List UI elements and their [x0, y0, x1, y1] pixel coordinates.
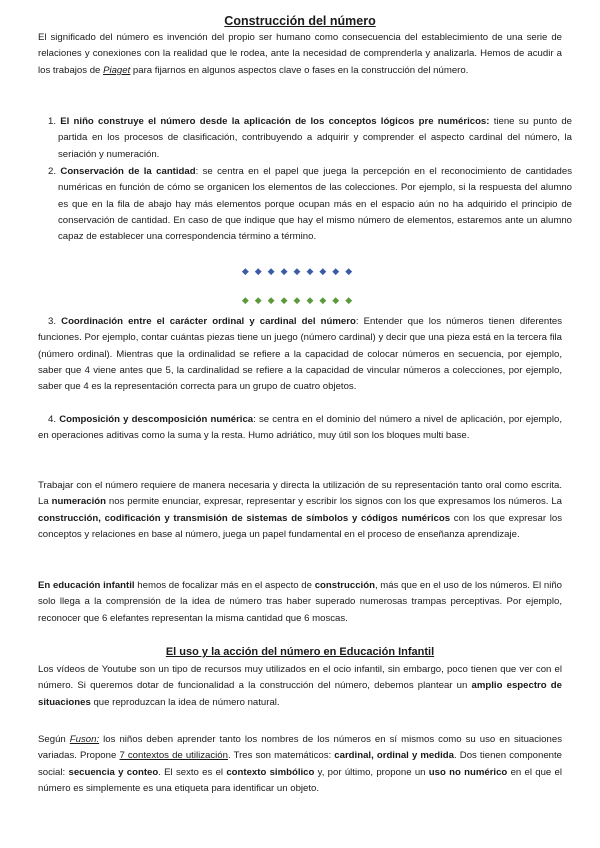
list-item-text: tiene su punto de partida en los procesos de clasificación, contribuyendo a adquirir y comprender el aspecto cardinal del número, la seriación y numeración. [58, 116, 572, 160]
list-item-heading: Composición y descomposición numérica [59, 414, 254, 425]
piaget-link: Piaget [103, 64, 131, 76]
list-item-text: : se centra en el papel que juega la percepción en el reconocimiento de cantidades numéricas en función de cómo se organicen los elementos de las colecciones. Por ejemplo, si la respuesta del alumno es que en la fila de abajo hay más elementos porque ocupan más en el espacio aún no ha adquirido el principio de conservación de cantidad. En caso de que indique que hay el mismo número de elementos, estaremos ante un alumno capaz de establecer una correspondencia término a término. [58, 166, 572, 243]
bold-amplio-espectro: amplio espectro de situaciones [38, 680, 563, 708]
list-item-heading: El niño construye el número desde la aplicación de los conceptos lógicos pre numéricos: [60, 116, 490, 127]
paragraph-fuson: Según Fuson: los niños deben aprender tanto los nombres de los números en sí mismos como su uso en situaciones variadas. Propone 7 contextos de utilización. Tres son matemáticos: cardinal, ordinal y medida. Dos tienen componente social: secuencia y conteo. El sexto es el contexto simbólico y, por último, propone un uso no numérico en el que el número es simplemente es una etiqueta para identificar un objeto. [38, 734, 563, 794]
list-number: 2. [48, 166, 57, 177]
bold-educacion-infantil: En educación infantil [38, 580, 135, 591]
page-title: Construcción del número [224, 14, 376, 28]
list-item-2 [48, 164, 572, 245]
decorative-diamonds-blue: ◆◆◆◆◆◆◆◆◆ [241, 266, 359, 276]
fuson-link: Fuson: [69, 734, 100, 745]
decorative-diamonds-green: ◆◆◆◆◆◆◆◆◆ [241, 295, 359, 305]
paragraph-videos: Los vídeos de Youtube son un tipo de recursos muy utilizados en el ocio infantil, sin embargo, poco tienen que ver con el número. Si queremos dotar de funcionalidad a la construcción del número, debemos plantear un amplio espectro de situaciones que reproduzcan la idea de número natural. [38, 664, 563, 708]
list-item-1 [48, 114, 572, 163]
list-number: 4. [48, 414, 57, 425]
bold-construccion: construcción [314, 580, 375, 591]
list-item-4 [38, 412, 562, 445]
list-item-heading: Coordinación entre el carácter ordinal y cardinal del número [61, 316, 356, 327]
list-item-text: : se centra en el dominio del número a nivel de aplicación, por ejemplo, en operaciones aditivas como la suma y la resta. Humo adriático, muy útil son los bloques multi base. [38, 414, 562, 442]
list-number: 3. [48, 316, 57, 327]
list-item-text: : Entender que los números tienen diferentes funciones. Por ejemplo, contar cuántas piezas tiene un juego (número cardinal) y decir que una pieza está en la tercera fila (número ordinal). Mientras que la ordinalidad se refiere a la capacidad de colocar números en secuencia, por ejemplo, saber que 4 viene antes que 5, la cardinalidad se refiere a la capacidad de vincular números a colecciones, por ejemplo, saber que 4 es la representación correcta para un grupo de cuatro objetos. [38, 316, 563, 393]
section-subtitle: El uso y la acción del número en Educación Infantil [165, 646, 435, 658]
bold-numeracion: numeración [51, 496, 106, 508]
bold-construccion-sistemas: construcción, codificación y transmisión de sistemas de símbolos y códigos numéricos [38, 512, 451, 524]
list-item-3 [38, 314, 562, 395]
intro-text-a: El significado del número es invención del propio ser humano como consecuencia del establecimiento de una serie de relaciones y conexiones con la realidad que le rodea, ante la necesidad de comprenderla y analizarla. Hemos de acudir a los trabajos de [38, 32, 562, 76]
list-number: 1. [48, 116, 57, 127]
contextos-link: 7 contextos de utilización [119, 750, 228, 762]
paragraph-infantil: En educación infantil hemos de focalizar más en el aspecto de construcción, más que en el uso de los números. El niño solo llega a la comprensión de la idea de número tras haber superado numerosas trampas perceptivas. Por ejemplo, reconocer que 6 elefantes representan la misma cantidad que 6 moscas. [38, 580, 563, 624]
intro-text-b: para fijarnos en algunos aspectos clave o fases en la construcción del número. [130, 64, 469, 76]
paragraph-trabajar: Trabajar con el número requiere de manera necesaria y directa la utilización de su representación tanto oral como escrita. La numeración nos permite enunciar, expresar, representar y escribir los signos con los que expresamos los números. La construcción, codificación y transmisión de sistemas de símbolos y códigos numéricos con los que expresar los conceptos y relaciones en base al número, juega un papel fundamental en el proceso de enseñanza aprendizaje. [38, 480, 562, 540]
intro-paragraph [38, 30, 562, 79]
list-item-heading: Conservación de la cantidad [60, 166, 196, 177]
